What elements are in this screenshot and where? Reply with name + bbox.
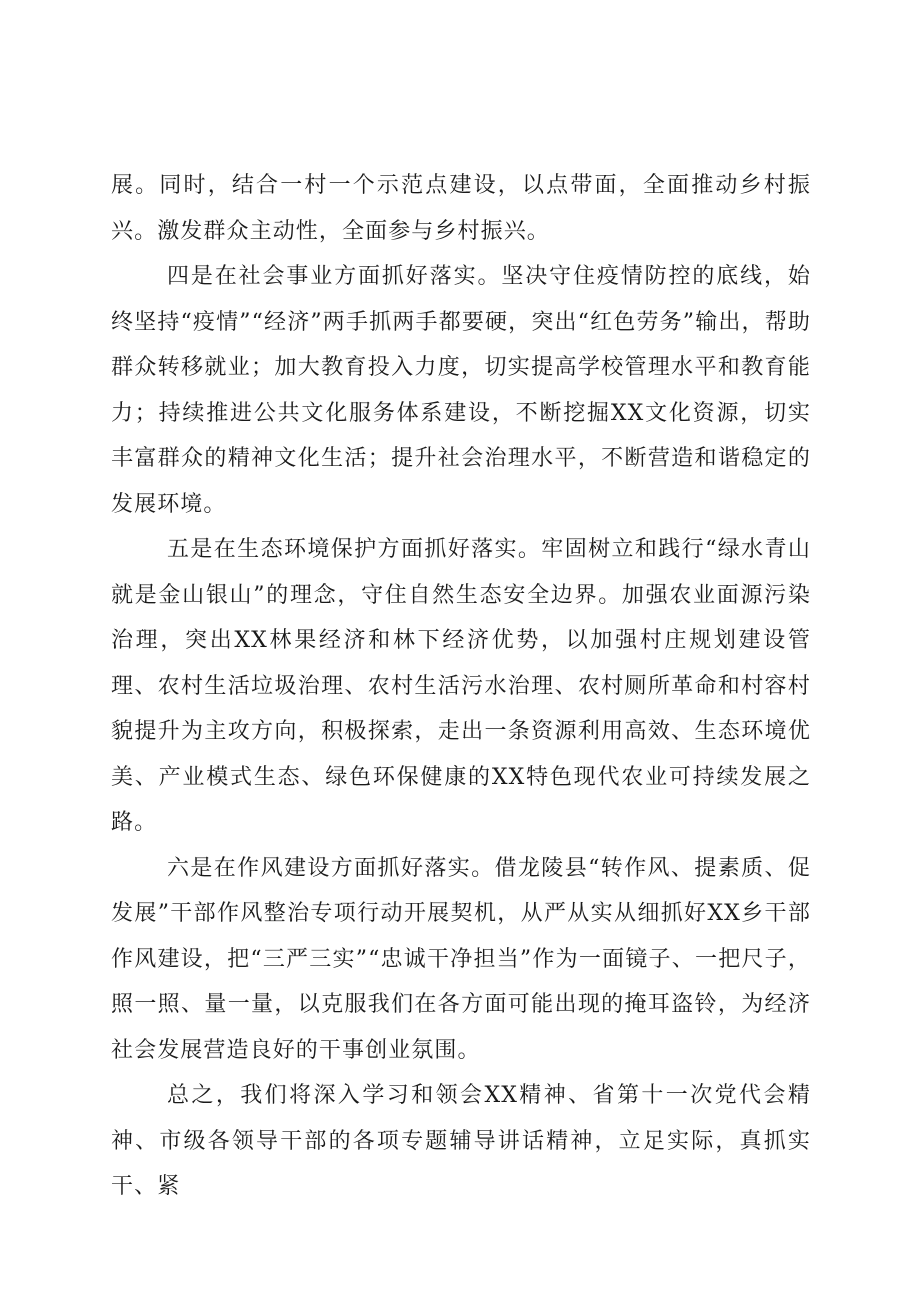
paragraph-work-style: 六是在作风建设方面抓好落实。借龙陵县“转作风、提素质、促发展”干部作风整治专项行动开展契机，从严从实从细抓好XX乡干部作风建设，把“三严三实”“忠诚干净担当”作为一面镜子、一把尺子，照一照、量一量，以克服我们在各方面可能出现的掩耳盗铃，为经济社会发展营造良好的干事创业氛围。 (111, 855, 811, 1063)
paragraph-social-affairs: 四是在社会事业方面抓好落实。坚决守住疫情防控的底线，始终坚持“疫情”“经济”两手抓两手都要硬，突出“红色劳务”输出，帮助群众转移就业；加大教育投入力度，切实提高学校管理水平和教育能力；持续推进公共文化服务体系建设，不断挖掘XX文化资源，切实丰富群众的精神文化生活；提升社会治理水平，不断营造和谐稳定的发展环境。 (111, 264, 811, 517)
paragraph-continued: 展。同时，结合一村一个示范点建设，以点带面，全面推动乡村振兴。激发群众主动性，全面参与乡村振兴。 (111, 173, 811, 244)
paragraph-summary: 总之，我们将深入学习和领会XX精神、省第十一次党代会精神、市级各领导干部的各项专题辅导讲话精神，立足实际，真抓实干、紧 (111, 1083, 811, 1199)
paragraph-ecology: 五是在生态环境保护方面抓好落实。牢固树立和践行“绿水青山就是金山银山”的理念，守住自然生态安全边界。加强农业面源污染治理，突出XX林果经济和林下经济优势，以加强村庄规划建设管理、农村生活垃圾治理、农村生活污水治理、农村厕所革命和村容村貌提升为主攻方向，积极探索，走出一条资源利用高效、生态环境优美、产业模式生态、绿色环保健康的XX特色现代农业可持续发展之路。 (111, 537, 811, 835)
document-body (111, 163, 811, 1210)
